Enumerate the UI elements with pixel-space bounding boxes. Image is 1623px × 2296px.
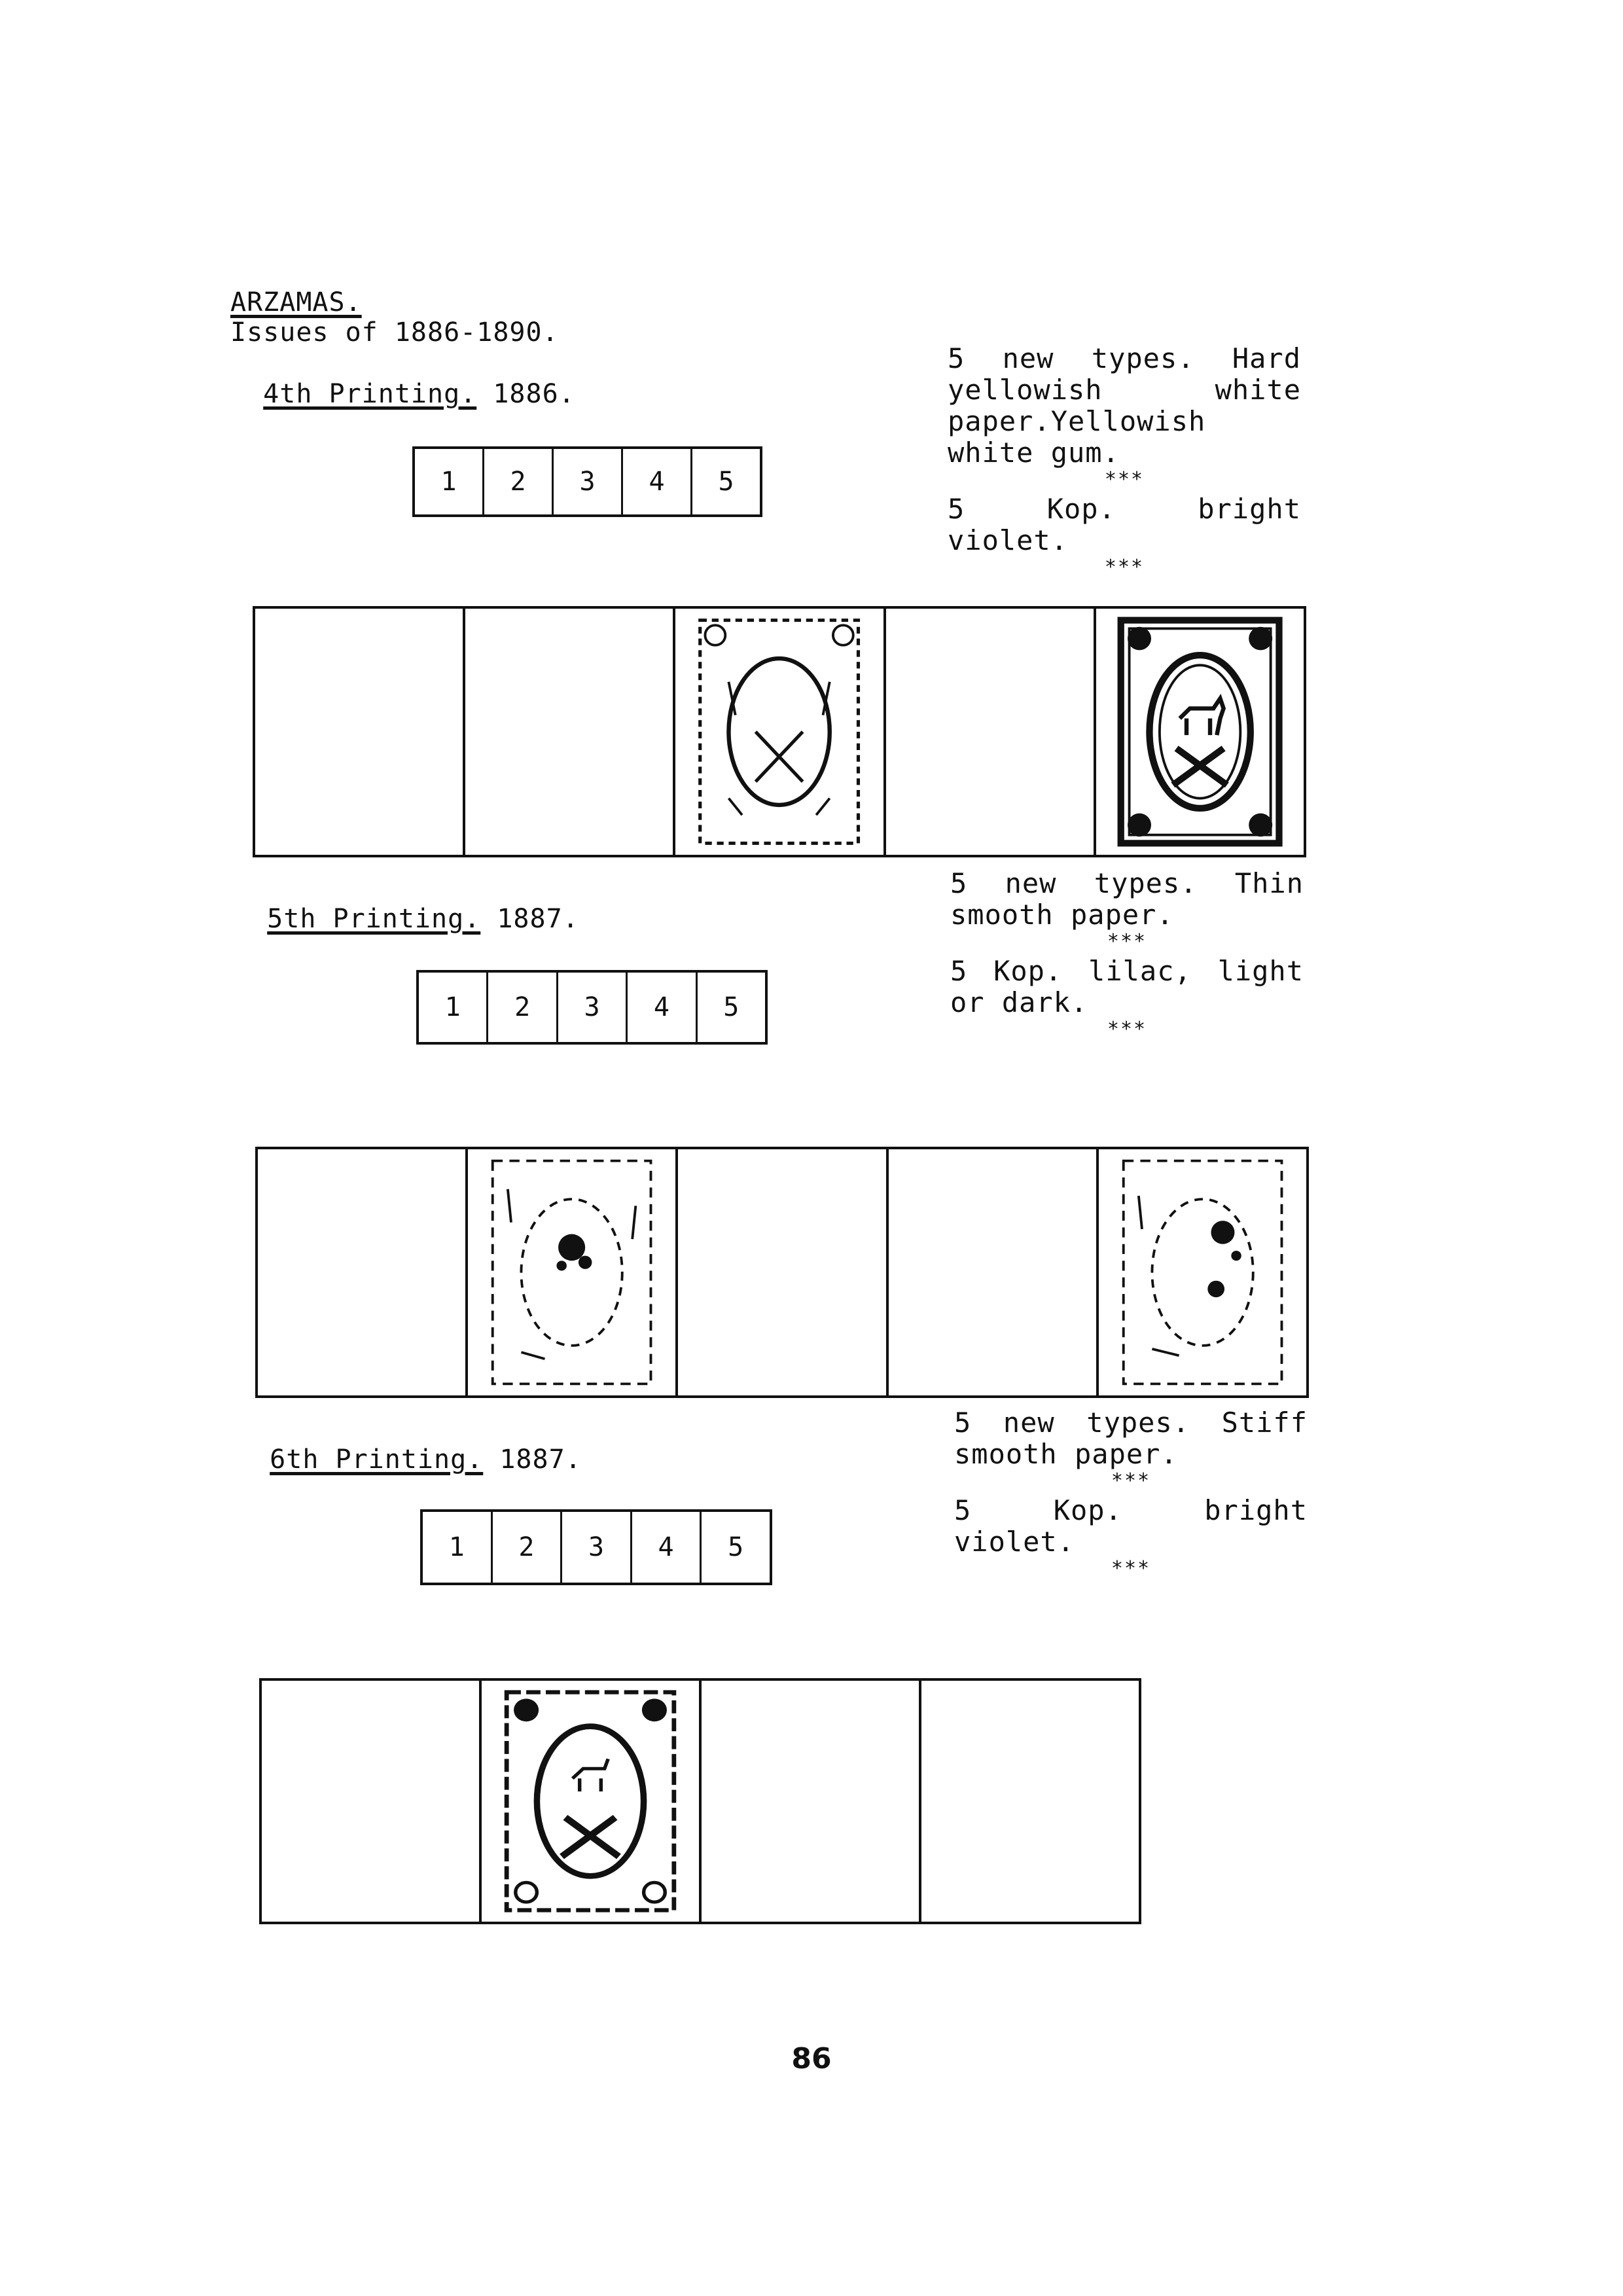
position-grid (420, 1509, 772, 1585)
stamp-slot (1099, 1149, 1306, 1395)
stamp-image (501, 1687, 679, 1915)
printing-name: 5th Printing. (267, 904, 481, 934)
stamp-slot-empty (255, 609, 465, 855)
printing-description (948, 343, 1301, 579)
paper-description: 5 new types. Stiff smooth paper. (954, 1407, 1308, 1470)
printing-year: 1887. (499, 1444, 582, 1475)
color-description: 5 Kop. lilac, light or dark. (950, 955, 1304, 1018)
stamp-slot (1096, 609, 1304, 855)
position-cell: 5 (718, 467, 734, 497)
printing-description (954, 1407, 1308, 1580)
position-cell: 5 (728, 1532, 744, 1562)
issues-subtitle: Issues of 1886-1890. (230, 317, 559, 348)
position-grid (412, 446, 762, 517)
printing-heading (234, 872, 579, 935)
stamp-strip (253, 606, 1306, 857)
page-number: 86 (791, 2042, 832, 2075)
color-description: 5 Kop. bright violet. (948, 493, 1301, 556)
position-cell: 3 (558, 973, 628, 1042)
stamp-image (1118, 1156, 1287, 1389)
stamp-slot-empty (886, 609, 1096, 855)
printing-heading (230, 347, 575, 410)
printing-description (950, 868, 1304, 1041)
stamp-slot-empty (258, 1149, 468, 1395)
position-cell: 3 (562, 1512, 632, 1583)
position-cell: 1 (423, 1512, 493, 1583)
separator-stars: *** (1104, 468, 1145, 491)
stamp-slot-empty (262, 1681, 482, 1922)
printing-year: 1887. (497, 904, 579, 934)
position-cell: 1 (415, 449, 484, 514)
stamp-slot-empty (921, 1681, 1141, 1922)
position-cell: 4 (623, 449, 692, 514)
stamp-image (695, 615, 863, 848)
printing-heading (237, 1412, 582, 1475)
stamp-slot (468, 1149, 678, 1395)
position-cell: 4 (628, 973, 697, 1042)
position-cell: 4 (632, 1512, 702, 1583)
separator-stars: *** (1111, 1557, 1151, 1580)
paper-description: 5 new types. Hard yellowish white paper.Yellowish white gum. (948, 342, 1301, 469)
separator-stars: *** (1107, 1018, 1147, 1041)
printing-year: 1886. (493, 379, 575, 409)
stamp-slot-empty (889, 1149, 1099, 1395)
stamp-slot-empty (702, 1681, 921, 1922)
separator-stars: *** (1107, 930, 1147, 953)
stamp-strip (259, 1678, 1141, 1924)
stamp-slot (675, 609, 885, 855)
stamp-slot-empty (465, 609, 675, 855)
position-cell: 2 (484, 449, 554, 514)
printing-name: 4th Printing. (263, 379, 477, 409)
separator-stars: *** (1111, 1469, 1151, 1492)
stamp-slot-empty (678, 1149, 888, 1395)
position-cell: 2 (493, 1512, 563, 1583)
position-grid (416, 970, 768, 1045)
position-cell: 1 (419, 973, 488, 1042)
printing-name: 6th Printing. (270, 1444, 484, 1475)
page-title: ARZAMAS. (230, 287, 362, 317)
position-cell: 5 (723, 992, 740, 1022)
stamp-image (488, 1156, 656, 1389)
position-cell: 2 (488, 973, 558, 1042)
paper-description: 5 new types. Thin smooth paper. (950, 867, 1304, 931)
stamp-image (1116, 615, 1284, 848)
stamp-slot (482, 1681, 702, 1922)
stamp-strip (255, 1147, 1309, 1398)
color-description: 5 Kop. bright violet. (954, 1494, 1308, 1558)
separator-stars: *** (1104, 556, 1145, 579)
position-cell: 3 (554, 449, 623, 514)
